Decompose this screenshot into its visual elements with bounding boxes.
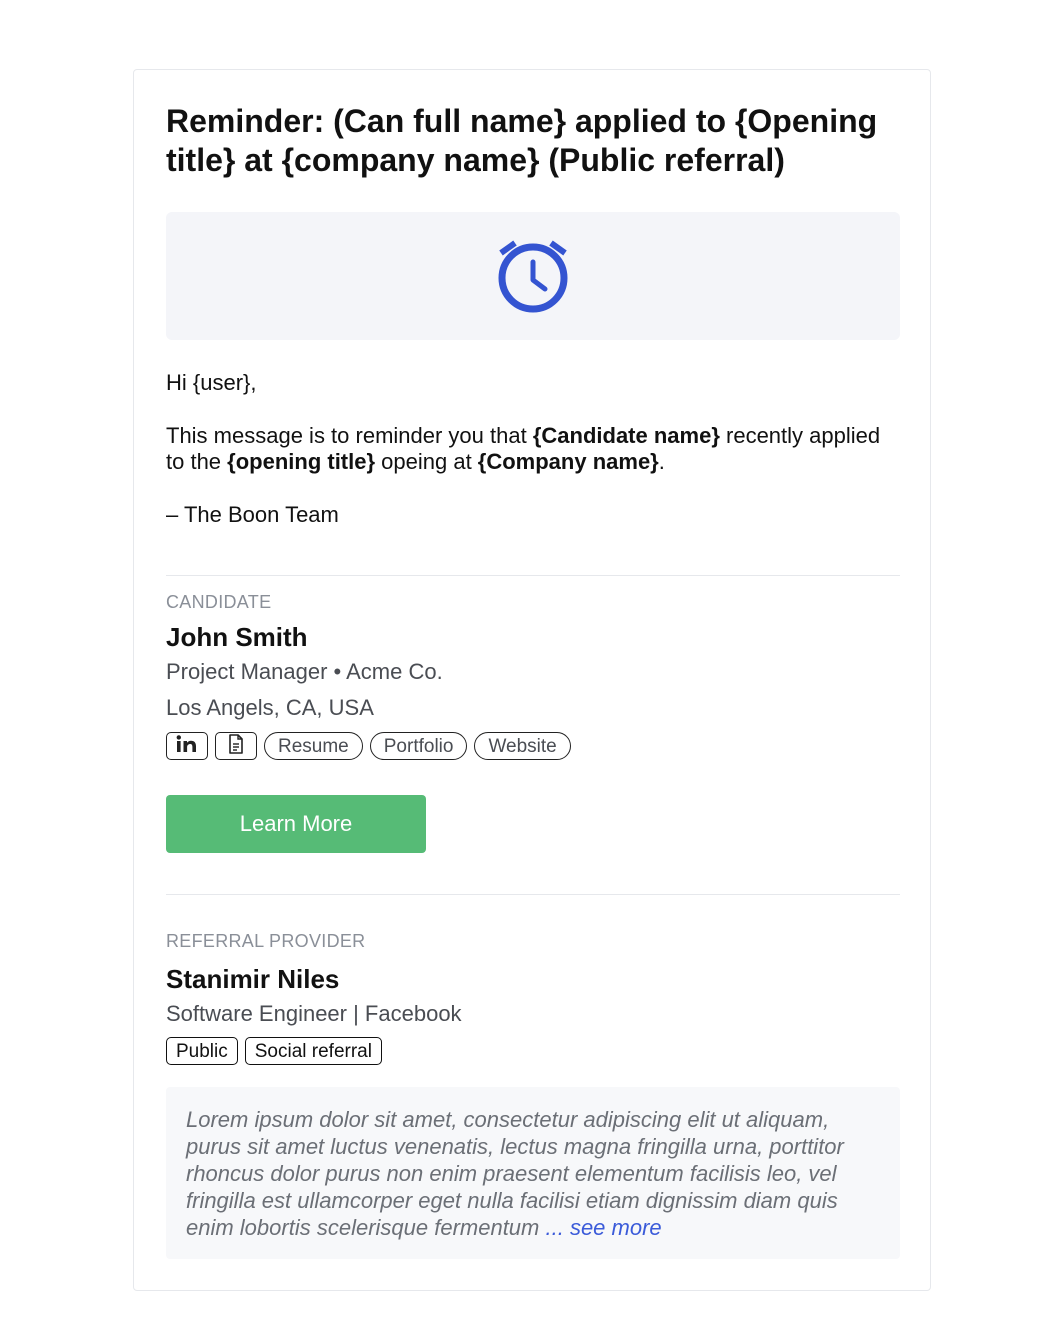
referrer-name: Stanimir Niles bbox=[166, 964, 340, 994]
public-tag: Public bbox=[166, 1037, 238, 1065]
document-link[interactable] bbox=[215, 732, 257, 760]
candidate-name: John Smith bbox=[166, 622, 308, 652]
linkedin-link[interactable] bbox=[166, 732, 208, 760]
email-card bbox=[133, 69, 931, 1291]
reminder-message: This message is to reminder you that {Candidate name} recently applied to the {opening title} opeing at {Company name}. bbox=[166, 423, 881, 474]
referral-tags bbox=[166, 1037, 900, 1065]
candidate-links bbox=[166, 732, 900, 760]
learn-more-button[interactable]: Learn More bbox=[166, 795, 426, 853]
document-icon bbox=[228, 734, 244, 759]
portfolio-link[interactable]: Portfolio bbox=[370, 732, 468, 760]
divider bbox=[166, 575, 900, 576]
website-link[interactable]: Website bbox=[474, 732, 570, 760]
resume-link[interactable]: Resume bbox=[264, 732, 363, 760]
referral-note bbox=[166, 1087, 900, 1259]
greeting: Hi {user}, bbox=[166, 370, 257, 395]
email-body bbox=[166, 370, 900, 528]
linkedin-icon bbox=[176, 735, 198, 758]
candidate-location: Los Angels, CA, USA bbox=[166, 695, 374, 720]
hero-banner bbox=[166, 212, 900, 340]
signoff: – The Boon Team bbox=[166, 502, 339, 527]
alarm-clock-icon bbox=[493, 234, 573, 319]
candidate-section-label: CANDIDATE bbox=[166, 592, 272, 612]
opening-title-placeholder: {opening title} bbox=[227, 449, 376, 474]
candidate-name-placeholder: {Candidate name} bbox=[532, 423, 720, 448]
referrer-title-company: Software Engineer | Facebook bbox=[166, 1001, 462, 1026]
referral-note-text: Lorem ipsum dolor sit amet, consectetur adipiscing elit ut aliquam, purus sit amet luctus venenatis, lectus magna fringilla urna, porttitor rhoncus dolor purus non enim praesent elementum facilisis leo, vel fringilla est ullamcorper eget nulla facilisi etiam dignissim diam quis enim lobortis scelerisque fermentum bbox=[186, 1107, 844, 1240]
candidate-title-company: Project Manager • Acme Co. bbox=[166, 659, 443, 684]
company-name-placeholder: {Company name} bbox=[477, 449, 659, 474]
social-referral-tag: Social referral bbox=[245, 1037, 382, 1065]
divider bbox=[166, 894, 900, 895]
referral-section-label: REFERRAL PROVIDER bbox=[166, 931, 366, 951]
see-more-link[interactable]: ... see more bbox=[545, 1215, 662, 1240]
email-subject: Reminder: (Can full name} applied to {Opening title} at {company name} (Public referral) bbox=[166, 103, 878, 178]
